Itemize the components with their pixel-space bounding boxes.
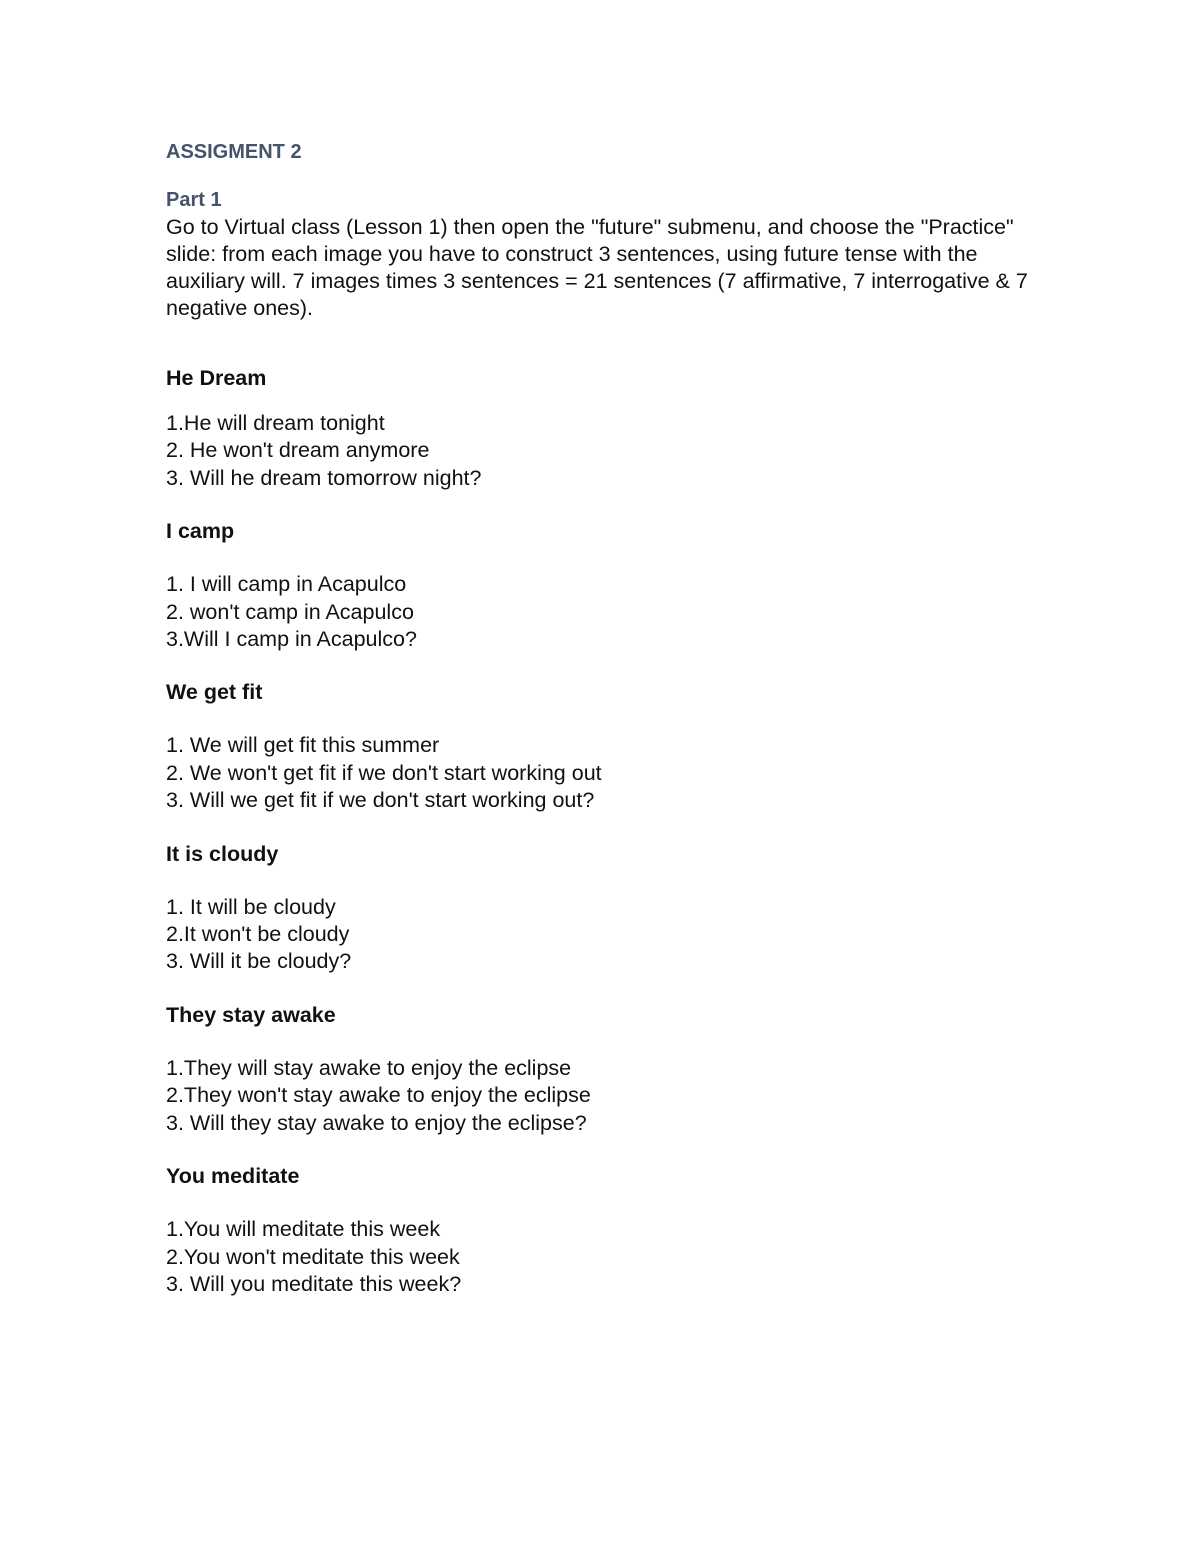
sentence-item: 1.You will meditate this week — [166, 1217, 441, 1242]
sentence-item: 3. Will they stay awake to enjoy the eclipse? — [166, 1110, 587, 1135]
sentence-list — [166, 732, 1046, 814]
section-it-is-cloudy — [166, 841, 1046, 976]
section-title: He Dream — [166, 366, 267, 390]
sentence-item: 1. I will camp in Acapulco — [166, 572, 407, 597]
sentence-item: 3. Will it be cloudy? — [166, 949, 352, 974]
section-i-camp — [166, 518, 1046, 653]
sentence-list — [166, 1055, 1046, 1137]
sentence-item: 3. Will we get fit if we don't start working out? — [166, 788, 595, 813]
sentence-item: 2.They won't stay awake to enjoy the eclipse — [166, 1083, 591, 1108]
sentence-item: 2. We won't get fit if we don't start working out — [166, 760, 602, 785]
sentence-item: 3.Will I camp in Acapulco? — [166, 627, 417, 652]
sentence-item: 2.You won't meditate this week — [166, 1244, 460, 1269]
section-we-get-fit — [166, 679, 1046, 814]
sentence-item: 2.It won't be cloudy — [166, 922, 350, 947]
sentence-item: 1. It will be cloudy — [166, 894, 336, 919]
sentence-item: 3. Will he dream tomorrow night? — [166, 465, 482, 490]
document-page — [166, 138, 1046, 1298]
instructions-paragraph: Go to Virtual class (Lesson 1) then open the "future" submenu, and choose the "Practice" slide: from each image you have to construct 3 sentences, using future tense with the auxiliary will. 7 images times 3 sentences = 21 sentences (7 affirmative, 7 interrogative & 7 negative ones). — [166, 215, 1028, 320]
sentence-item: 1. We will get fit this summer — [166, 733, 440, 758]
section-you-meditate — [166, 1163, 1046, 1298]
sentence-list — [166, 1216, 1046, 1298]
sentence-list — [166, 894, 1046, 976]
sentence-item: 2. won't camp in Acapulco — [166, 599, 414, 624]
section-title: You meditate — [166, 1164, 300, 1189]
section-title: It is cloudy — [166, 841, 279, 866]
sentence-item: 2. He won't dream anymore — [166, 438, 430, 463]
section-title: I camp — [166, 519, 235, 544]
sentence-list — [166, 410, 1046, 492]
section-they-stay-awake — [166, 1002, 1046, 1137]
document-title: ASSIGMENT 2 — [166, 141, 302, 163]
section-he-dream — [166, 365, 1046, 492]
part-label: Part 1 — [166, 189, 222, 211]
section-title: They stay awake — [166, 1002, 336, 1027]
sentence-list — [166, 571, 1046, 653]
sentence-item: 1.He will dream tonight — [166, 411, 385, 435]
section-title: We get fit — [166, 680, 263, 705]
sentence-item: 3. Will you meditate this week? — [166, 1271, 462, 1296]
sentence-item: 1.They will stay awake to enjoy the eclipse — [166, 1055, 572, 1080]
